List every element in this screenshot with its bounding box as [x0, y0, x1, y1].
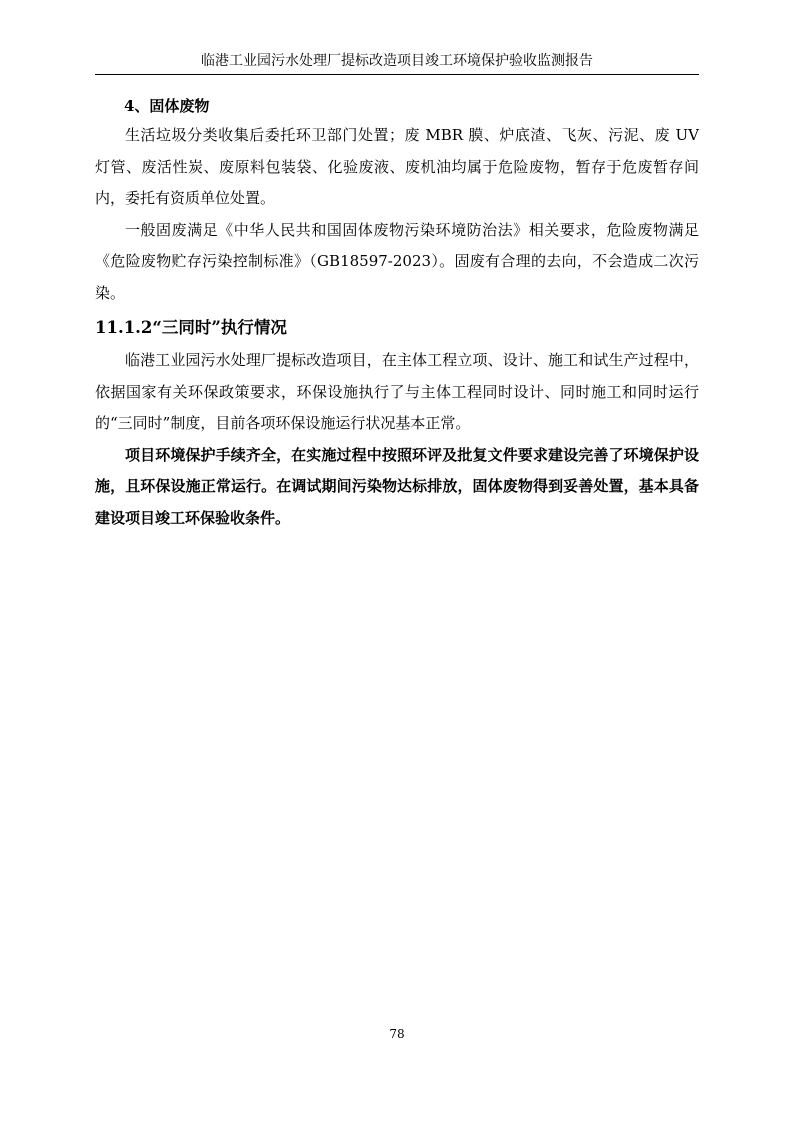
- three-simultaneous-heading: 11.1.2“三同时”执行情况: [95, 318, 287, 337]
- page-number: 78: [389, 1027, 405, 1041]
- three-simultaneous-paragraph: 临港工业园污水处理厂提标改造项目，在主体工程立项、设计、施工和试生产过程中，依据国家有关环保政策要求，环保设施执行了与主体工程同时设计、同时施工和同时运行的“三同时”制度，目前各项环保设施运行状况基本正常。: [95, 351, 699, 432]
- conclusion-paragraph: 项目环境保护手续齐全，在实施过程中按照环评及批复文件要求建设完善了环境保护设施，且环保设施正常运行。在调试期间污染物达标排放，固体废物得到妥善处置，基本具备建设项目竣工环保验收条件。: [95, 445, 699, 527]
- solid-waste-paragraph-2: 一般固废满足《中华人民共和国固体废物污染环境防治法》相关要求，危险废物满足《危险废物贮存污染控制标准》（GB18597-2023）。固废有合理的去向，不会造成二次污染。: [95, 220, 699, 302]
- solid-waste-paragraph-1: 生活垃圾分类收集后委托环卫部门处置；废 MBR 膜、炉底渣、飞灰、污泥、废 UV 灯管、废活性炭、废原料包装袋、化验废液、废机油均属于危险废物，暂存于危废暂存间内，委托有资质单位处置。: [95, 126, 699, 207]
- header-divider: [95, 74, 699, 75]
- page-body: [95, 92, 699, 534]
- solid-waste-heading: 4、固体废物: [124, 97, 210, 115]
- page-header-title: 临港工业园污水处理厂提标改造项目竣工环境保护验收监测报告: [201, 53, 593, 69]
